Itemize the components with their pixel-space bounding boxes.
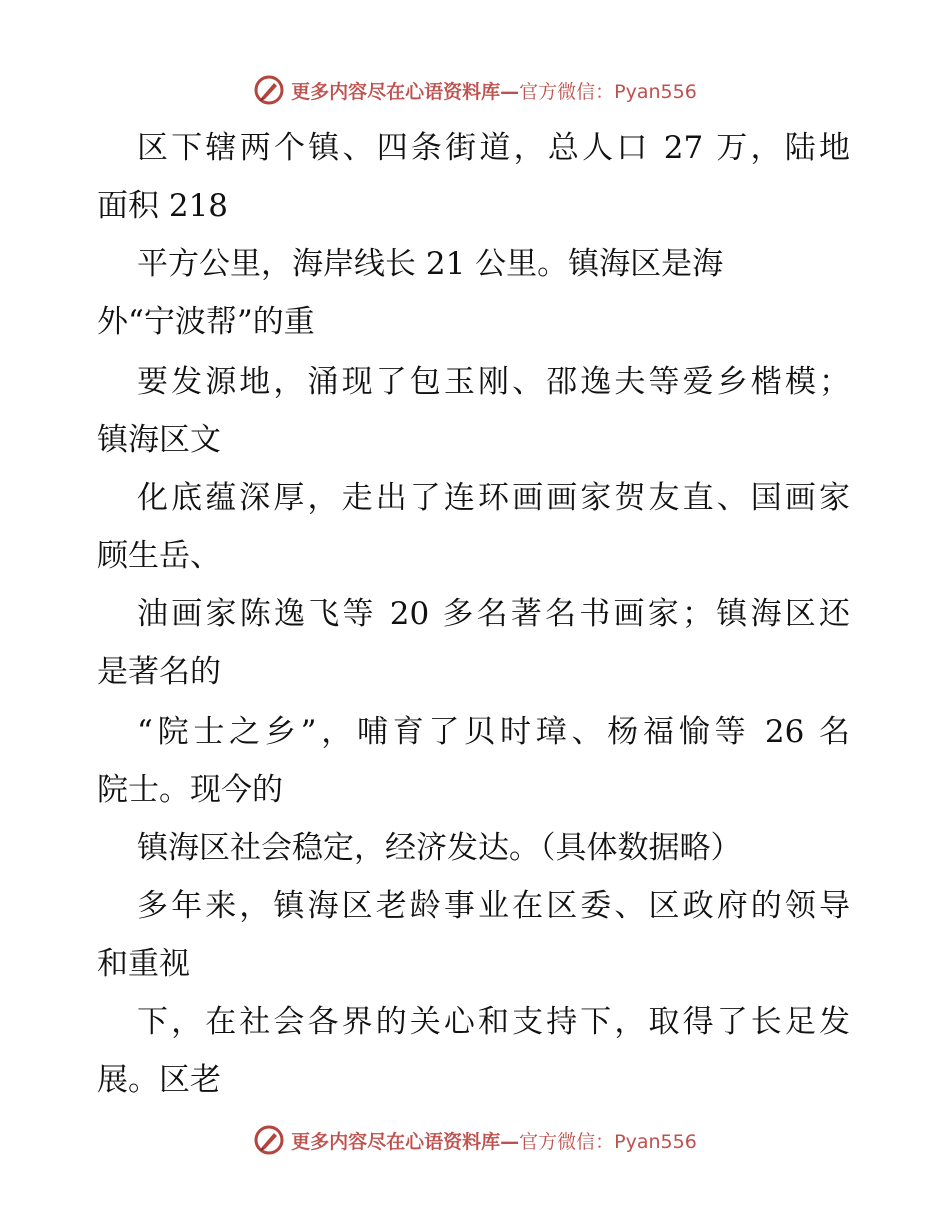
text-line: 是著名的 [97, 654, 221, 690]
footer-banner [0, 1120, 950, 1160]
text-line: 多年来，镇海区老龄事业在区委、区政府的领导 [137, 888, 850, 924]
text-line: 和重视 [97, 946, 190, 982]
text-line: 油画家陈逸飞等 20 多名著名书画家；镇海区还 [137, 596, 850, 632]
text-line: 面积 218 [97, 188, 229, 224]
text-line: 外“宁波帮”的重 [97, 304, 315, 340]
text-line: 顾生岳、 [97, 538, 221, 574]
banner-text [291, 77, 697, 104]
banner-main-text: 更多内容尽在心语资料库— [291, 80, 520, 103]
text-line: 展。区老 [97, 1062, 221, 1098]
text-line: 镇海区社会稳定，经济发达。（具体数据略） [137, 830, 742, 866]
banner-wechat-text: 官方微信：Pyan556 [519, 80, 697, 103]
text-line: 下，在社会各界的关心和支持下，取得了长足发 [137, 1004, 850, 1040]
text-line: 院士。现今的 [97, 772, 283, 808]
header-banner [0, 70, 950, 110]
text-line: 要发源地，涌现了包玉刚、邵逸夫等爱乡楷模； [137, 364, 850, 400]
banner-text [291, 1127, 697, 1154]
text-line: 镇海区文 [97, 422, 221, 458]
pen-logo-icon [253, 1124, 285, 1156]
banner-wechat-text: 官方微信：Pyan556 [519, 1130, 697, 1153]
text-line: 平方公里，海岸线长 21 公里。镇海区是海 [137, 246, 724, 282]
pen-logo-icon [253, 74, 285, 106]
text-line: 区下辖两个镇、四条街道，总人口 27 万，陆地 [137, 130, 850, 166]
text-line: “院士之乡”，哺育了贝时璋、杨福愉等 26 名 [137, 714, 850, 750]
text-line: 化底蕴深厚，走出了连环画画家贺友直、国画家 [137, 480, 850, 516]
banner-main-text: 更多内容尽在心语资料库— [291, 1130, 520, 1153]
